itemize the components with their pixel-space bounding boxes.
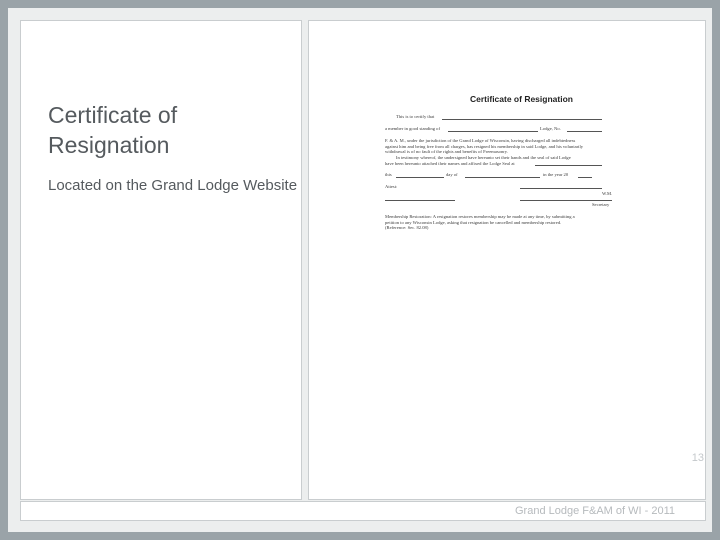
fill-in-line <box>535 165 602 166</box>
certificate-paragraph: have been hereunto attached their names and affixed the Lodge Seal at <box>385 160 515 166</box>
certificate-line: this <box>385 172 392 177</box>
fill-in-line <box>520 200 612 201</box>
certificate-heading: Certificate of Resignation <box>470 94 573 104</box>
certificate-paragraph: against him and being free from all charges, has resigned his membership in said Lodge, and his voluntarily <box>385 143 584 149</box>
fill-in-line <box>567 131 602 132</box>
page-number: 13 <box>691 452 704 464</box>
certificate-line: Secretary <box>592 202 610 207</box>
footer-text: Grand Lodge F&AM of WI - 2011 <box>515 505 675 517</box>
slide-title: Certificate of Resignation <box>48 102 178 158</box>
slide-subtitle: Located on the Grand Lodge Website <box>48 177 298 194</box>
fill-in-line <box>385 200 455 201</box>
fill-in-line <box>396 177 444 178</box>
certificate-line: day of <box>446 172 458 177</box>
certificate-note: petition to any Wisconsin Lodge, asking that resignation be cancelled and membership restored. <box>385 219 562 225</box>
certificate-line: a member in good standing of <box>385 126 440 131</box>
certificate-image <box>380 92 620 252</box>
certificate-line: Attest: <box>385 184 398 189</box>
certificate-note: (Reference: Sec. 82.08) <box>385 225 429 230</box>
certificate-line: This is to certify that <box>396 114 435 119</box>
fill-in-line <box>442 119 602 120</box>
certificate-paragraph: withdrawal is of no fault of the rights and benefits of Freemasonry. <box>385 149 508 154</box>
certificate-note: Membership Restoration: A resignation restores membership may be made at any time, by submitting a <box>385 214 575 219</box>
certificate-line: Lodge, No. <box>540 126 561 131</box>
certificate-line: in the year 20 <box>543 172 569 177</box>
fill-in-line <box>465 177 540 178</box>
certificate-line: W.M. <box>602 191 613 196</box>
fill-in-line <box>578 177 592 178</box>
left-panel <box>20 20 302 500</box>
certificate-paragraph: F. & A. M., under the jurisdiction of the Grand Lodge of Wisconsin, having discharged all indebtedness <box>385 138 576 143</box>
fill-in-line <box>448 131 538 132</box>
certificate-paragraph: In testimony whereof, the undersigned have hereunto set their hands and the seal of said Lodge <box>396 155 571 160</box>
fill-in-line <box>520 188 602 189</box>
